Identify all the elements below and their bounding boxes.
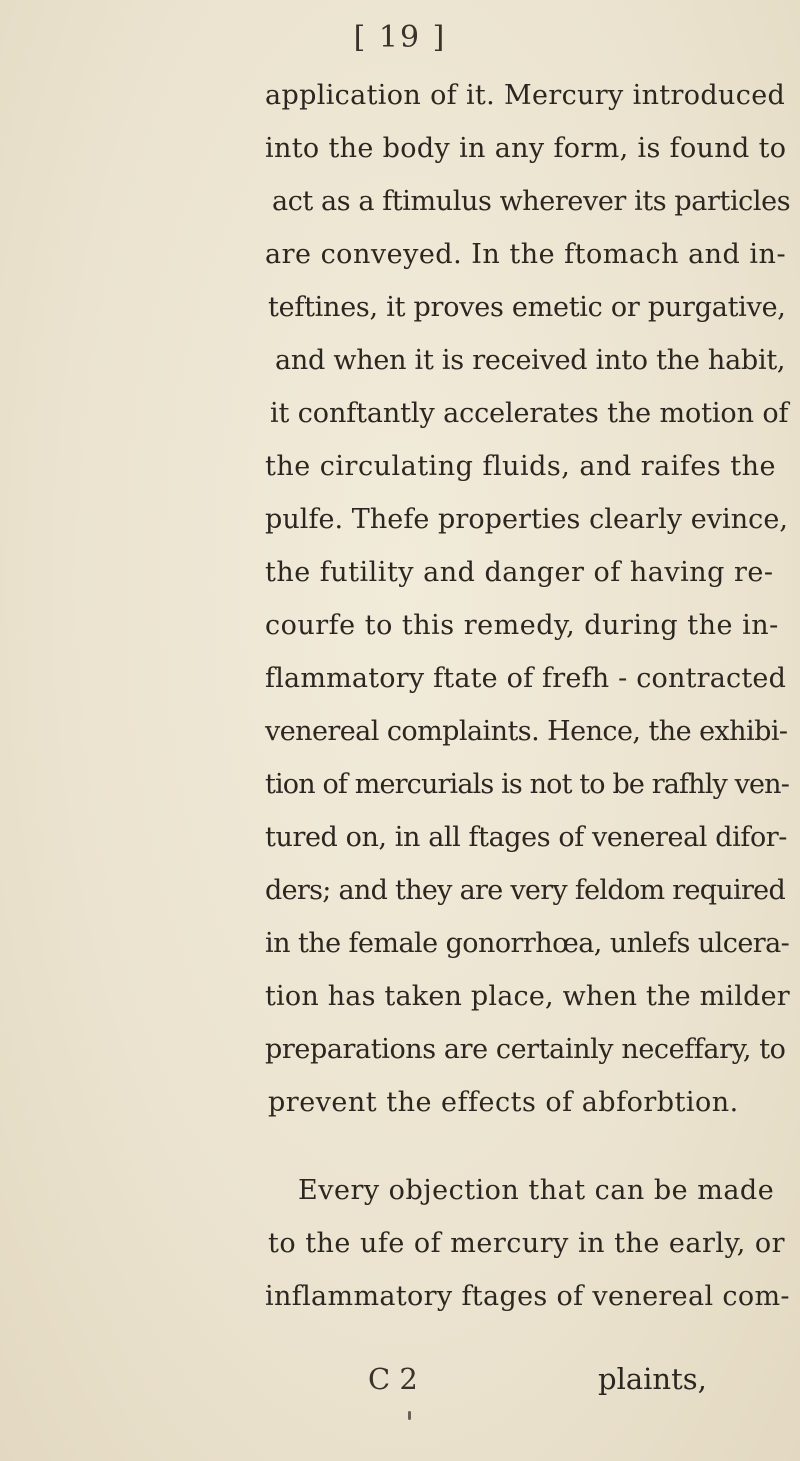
text-line: preparations are certainly neceffary, to bbox=[265, 1034, 786, 1065]
text-line: venereal complaints. Hence, the exhibi- bbox=[265, 716, 788, 747]
text-line: are conveyed. In the ftomach and in- bbox=[265, 239, 787, 270]
text-line: and when it is received into the habit, bbox=[275, 345, 786, 376]
text-line: flammatory ftate of frefh - contracted bbox=[265, 663, 787, 694]
text-line: to the ufe of mercury in the early, or bbox=[268, 1228, 786, 1259]
text-line: teftines, it proves emetic or purgative, bbox=[268, 292, 786, 323]
text-line: the futility and danger of having re- bbox=[265, 557, 774, 588]
text-line: application of it. Mercury introduced bbox=[265, 80, 786, 111]
text-line: into the body in any form, is found to bbox=[265, 133, 787, 164]
text-line: prevent the effects of abforbtion. bbox=[268, 1087, 739, 1118]
paper-speck bbox=[408, 1411, 411, 1420]
page-number: [ 19 ] bbox=[353, 20, 447, 55]
text-line: tion has taken place, when the milder bbox=[265, 981, 790, 1012]
signature-mark: C 2 bbox=[368, 1362, 418, 1396]
catchword: plaints, bbox=[598, 1362, 707, 1396]
text-line: it conftantly accelerates the motion of bbox=[270, 398, 789, 429]
text-line: ders; and they are very feldom required bbox=[265, 875, 786, 906]
text-line: courfe to this remedy, during the in- bbox=[265, 610, 779, 641]
text-line: pulfe. Thefe properties clearly evince, bbox=[265, 504, 788, 535]
text-line: tion of mercurials is not to be rafhly ven- bbox=[265, 769, 789, 800]
text-line: in the female gonorrhœa, unlefs ulcera- bbox=[265, 928, 790, 959]
text-line: inflammatory ftages of venereal com- bbox=[265, 1281, 790, 1312]
text-line: Every objection that can be made bbox=[298, 1175, 775, 1206]
text-line: tured on, in all ftages of venereal difor- bbox=[265, 822, 788, 853]
text-line: the circulating fluids, and raifes the bbox=[265, 451, 777, 482]
text-line: act as a ftimulus wherever its particles bbox=[272, 186, 791, 217]
